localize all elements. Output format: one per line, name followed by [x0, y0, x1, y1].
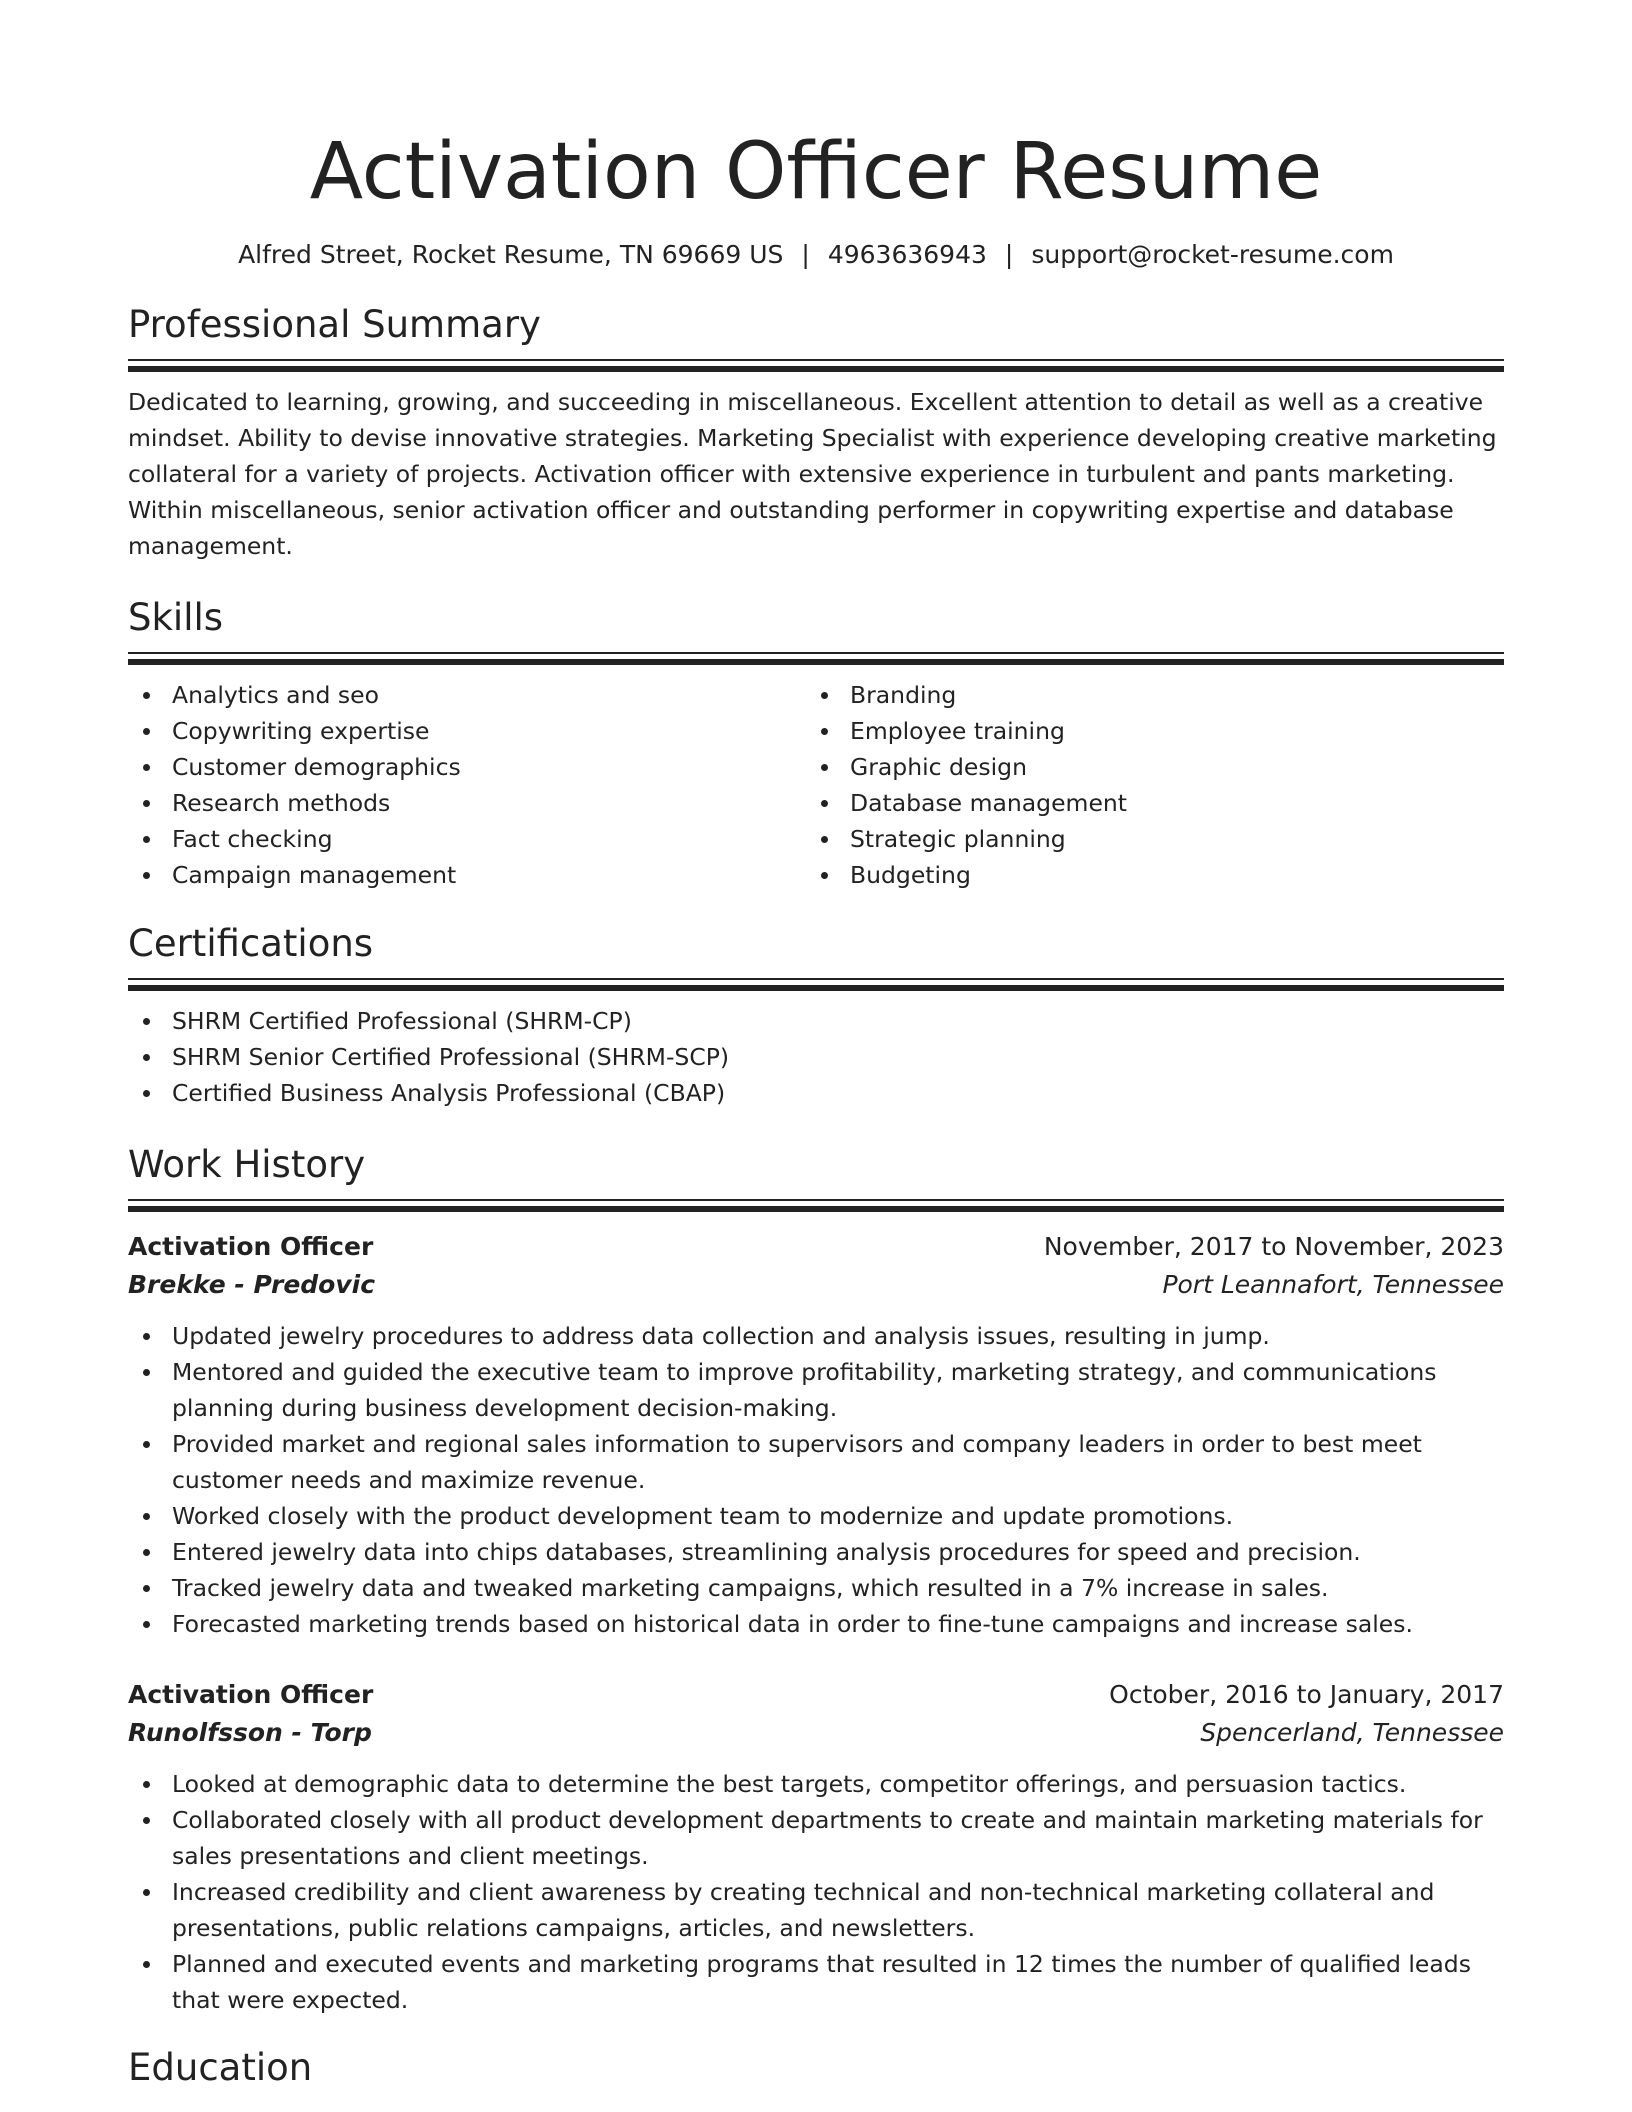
skill-item: Graphic design [806, 749, 1484, 785]
certification-item: SHRM Senior Certified Professional (SHRM-SCP) [128, 1039, 1504, 1075]
section-divider [128, 359, 1504, 372]
summary-heading: Professional Summary [128, 303, 541, 346]
certifications-heading: Certifications [128, 922, 374, 965]
skills-section [128, 594, 1504, 893]
contact-address: Alfred Street, Rocket Resume, TN 69669 US [238, 240, 784, 269]
skill-item: Customer demographics [128, 749, 806, 785]
contact-separator: | [1004, 240, 1014, 269]
job-bullet: Mentored and guided the executive team to improve profitability, marketing strategy, and communications planning during business development decision-making. [128, 1354, 1504, 1426]
job-company: Runolfsson - Torp [128, 1718, 372, 1747]
skill-item: Fact checking [128, 821, 806, 857]
education-heading: Education [128, 2046, 313, 2089]
skill-item: Strategic planning [806, 821, 1484, 857]
contact-phone: 4963636943 [827, 240, 987, 269]
job-header [128, 1228, 1504, 1266]
job-title: Activation Officer [128, 1232, 374, 1261]
job-bullet: Collaborated closely with all product development departments to create and maintain marketing materials for sales presentations and client meetings. [128, 1802, 1504, 1874]
certifications-section [128, 920, 1504, 1111]
job-bullet: Worked closely with the product development team to modernize and update promotions. [128, 1498, 1504, 1534]
certifications-list [128, 1003, 1504, 1111]
job-location: Port Leannafort, Tennessee [1162, 1270, 1504, 1299]
resume-page [128, 0, 1504, 2092]
job-bullets [128, 1766, 1504, 2018]
contact-separator: | [801, 240, 810, 269]
job-entry [128, 1228, 1504, 1642]
section-divider [128, 978, 1504, 991]
job-subheader [128, 1266, 1504, 1304]
contact-line [128, 238, 1504, 272]
job-bullet: Entered jewelry data into chips databases, streamlining analysis procedures for speed and precision. [128, 1534, 1504, 1570]
work-history-section [128, 1141, 1504, 2018]
job-bullet: Forecasted marketing trends based on historical data in order to fine-tune campaigns and increase sales. [128, 1606, 1504, 1642]
job-bullet: Planned and executed events and marketing programs that resulted in 12 times the number of qualified leads that were expected. [128, 1946, 1504, 2018]
certification-item: Certified Business Analysis Professional (CBAP) [128, 1075, 1504, 1111]
skills-list-right [806, 677, 1484, 893]
job-header [128, 1676, 1504, 1714]
skill-item: Branding [806, 677, 1484, 713]
resume-title: Activation Officer Resume [309, 127, 1323, 217]
job-bullet: Looked at demographic data to determine the best targets, competitor offerings, and persuasion tactics. [128, 1766, 1504, 1802]
skill-item: Analytics and seo [128, 677, 806, 713]
section-divider [128, 1199, 1504, 1212]
work-history-heading: Work History [128, 1143, 366, 1186]
job-bullet: Tracked jewelry data and tweaked marketing campaigns, which resulted in a 7% increase in sales. [128, 1570, 1504, 1606]
education-section [128, 2044, 1504, 2092]
job-title: Activation Officer [128, 1680, 374, 1709]
skill-item: Budgeting [806, 857, 1484, 893]
job-entry [128, 1676, 1504, 2018]
job-company: Brekke - Predovic [128, 1270, 376, 1299]
skill-item: Campaign management [128, 857, 806, 893]
job-bullet: Updated jewelry procedures to address data collection and analysis issues, resulting in jump. [128, 1318, 1504, 1354]
summary-section [128, 301, 1504, 564]
skill-item: Employee training [806, 713, 1484, 749]
job-bullet: Provided market and regional sales information to supervisors and company leaders in order to best meet customer needs and maximize revenue. [128, 1426, 1504, 1498]
skills-grid [128, 677, 1504, 893]
job-dates: November, 2017 to November, 2023 [1043, 1232, 1504, 1261]
job-bullet: Increased credibility and client awareness by creating technical and non-technical marketing collateral and presentations, public relations campaigns, articles, and newsletters. [128, 1874, 1504, 1946]
job-dates: October, 2016 to January, 2017 [1109, 1680, 1504, 1709]
job-location: Spencerland, Tennessee [1200, 1718, 1504, 1747]
skill-item: Database management [806, 785, 1484, 821]
certification-item: SHRM Certified Professional (SHRM-CP) [128, 1003, 1504, 1039]
summary-text: Dedicated to learning, growing, and succeeding in miscellaneous. Excellent attention to detail as well as a creative mindset. Ability to devise innovative strategies. Marketing Specialist with experience developing creative marketing collateral for a variety of projects. Activation officer with extensive experience in turbulent and pants marketing. Within miscellaneous, senior activation officer and outstanding performer in copywriting expertise and database management. [128, 388, 1497, 560]
job-bullets [128, 1318, 1504, 1642]
contact-email: support@rocket-resume.com [1031, 240, 1394, 269]
job-subheader [128, 1714, 1504, 1752]
skill-item: Research methods [128, 785, 806, 821]
skills-list-left [128, 677, 806, 893]
skill-item: Copywriting expertise [128, 713, 806, 749]
section-divider [128, 652, 1504, 665]
skills-heading: Skills [128, 596, 224, 639]
